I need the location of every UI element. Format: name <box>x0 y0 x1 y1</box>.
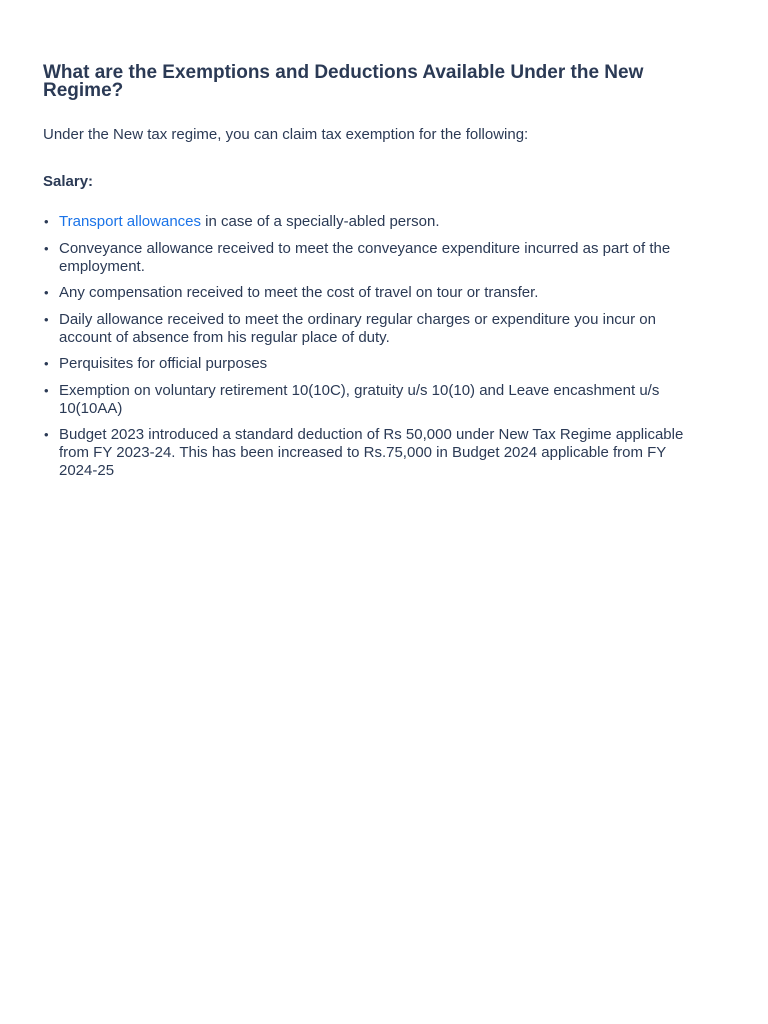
bullet-icon: • <box>44 285 49 300</box>
list-item-text: Conveyance allowance received to meet the conveyance expenditure incurred as part of the employment. <box>59 239 671 275</box>
bullet-icon: • <box>44 382 49 398</box>
bullet-icon: • <box>44 311 49 327</box>
list-item-text: Budget 2023 introduced a standard deduction of Rs 50,000 under New Tax Regime applicable from FY 2023-24. This has been increased to Rs.75,000 in Budget 2024 applicable from FY 2024-25 <box>59 426 684 479</box>
transport-allowances-link[interactable]: Transport allowances <box>59 213 202 230</box>
bullet-icon: • <box>44 214 49 229</box>
list-item <box>43 240 708 276</box>
list-item-text: Perquisites for official purposes <box>59 355 268 372</box>
list-item <box>43 355 708 373</box>
list-item <box>43 382 708 418</box>
list-item <box>43 426 708 480</box>
bullet-icon: • <box>44 356 49 371</box>
article-content <box>43 64 708 489</box>
list-item <box>43 311 708 347</box>
bullet-icon: • <box>44 427 49 442</box>
list-item <box>43 213 708 231</box>
page-title: What are the Exemptions and Deductions Available Under the New Regime? <box>43 62 644 101</box>
list-item-text: Exemption on voluntary retirement 10(10C), gratuity u/s 10(10) and Leave encashment u/s 10(10AA) <box>59 381 660 417</box>
list-item <box>43 284 708 302</box>
list-item-text: Any compensation received to meet the cost of travel on tour or transfer. <box>59 284 539 301</box>
section-heading-salary: Salary: <box>43 173 94 190</box>
intro-paragraph: Under the New tax regime, you can claim tax exemption for the following: <box>43 126 529 143</box>
salary-exemptions-list <box>43 213 708 480</box>
list-item-text: in case of a specially-abled person. <box>201 213 440 230</box>
list-item-text: Daily allowance received to meet the ordinary regular charges or expenditure you incur on account of absence from his regular place of duty. <box>59 310 656 346</box>
bullet-icon: • <box>44 240 49 256</box>
